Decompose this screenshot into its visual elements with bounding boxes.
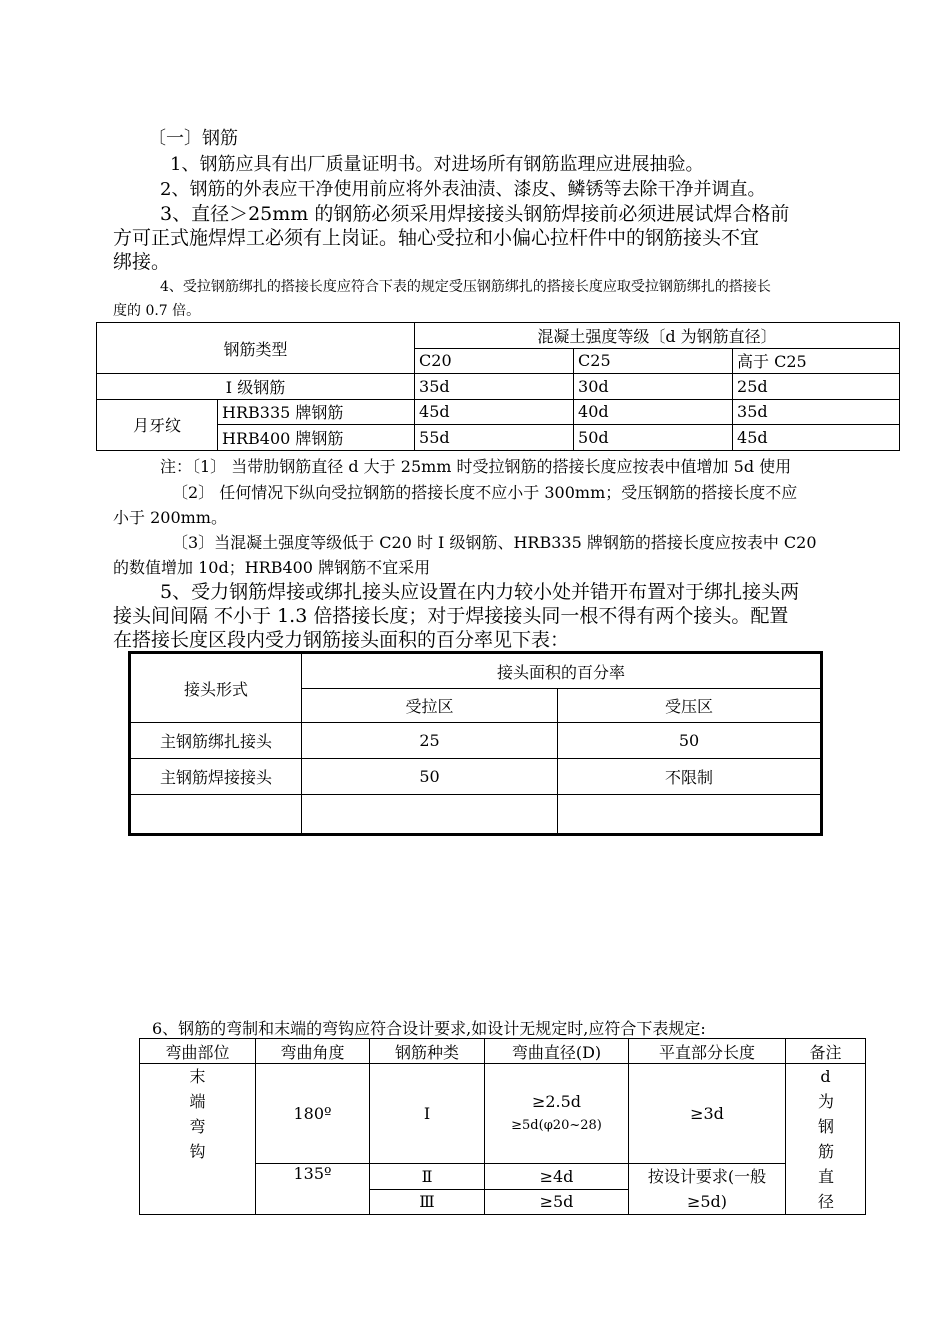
table-cell: ≥5d [485,1189,629,1215]
header-bend-angle: 弯曲角度 [256,1039,370,1064]
table-cell: 不限制 [558,759,822,795]
table-cell: 25 [302,723,558,759]
table-cell: ≥4d [485,1164,629,1190]
table-cell: Ⅲ [370,1189,485,1215]
paragraph-5-line-1: 5、受力钢筋焊接或绑扎接头应设置在内力较小处并错开布置对于绑扎接头两 [160,581,800,603]
table-cell [485,1064,629,1164]
note-2-line-1: 〔2〕 任何情况下纵向受拉钢筋的搭接长度不应小于 300mm；受压钢筋的搭接长度不应 [172,483,798,502]
header-bend-diameter: 弯曲直径(D) [485,1039,629,1064]
table-cell: 主钢筋绑扎接头 [130,723,302,759]
empty-cell [302,795,558,835]
note-3-line-2: 的数值增加 10d；HRB400 牌钢筋不宜采用 [113,558,431,577]
header-tension-zone: 受拉区 [302,689,558,723]
paragraph-3-line-1: 3、直径＞25mm 的钢筋必须采用焊接接头钢筋焊接前必须进展试焊合格前 [160,203,790,225]
header-concrete-grade: 混凝土强度等级〔d 为钢筋直径〕 [415,323,900,349]
table-cell: 40d [574,399,733,425]
paragraph-1: 1、钢筋应具有出厂质量证明书。对进场所有钢筋监理应进展抽验。 [170,154,704,175]
header-c20: C20 [415,348,574,374]
row-hrb335-label: HRB335 牌钢筋 [218,399,415,425]
table-cell: 135º [256,1164,370,1215]
paragraph-4-line-2: 度的 0.7 倍。 [113,303,201,319]
paragraph-4-line-1: 4、受拉钢筋绑扎的搭接长度应符合下表的规定受压钢筋绑扎的搭接长度应取受拉钢筋绑扎的搭接长 [160,279,771,295]
paragraph-2: 2、钢筋的外表应干净使用前应将外表油渍、漆皮、鳞锈等去除干净并调直。 [160,179,766,200]
header-c25: C25 [574,348,733,374]
paragraph-5-line-3: 在搭接长度区段内受力钢筋接头面积的百分率见下表： [113,629,570,651]
table-cell: 50 [302,759,558,795]
table-cell: 按设计要求(一般≥5d) [629,1164,786,1215]
joint-percentage-table [128,651,823,836]
note-3-line-1: 〔3〕当混凝土强度等级低于 C20 时 Ⅰ 级钢筋、HRB335 牌钢筋的搭接长度应按表中 C20 [172,533,817,552]
diameter-value-secondary: ≥5d(φ20~28) [511,1117,602,1133]
table-cell: 45d [415,399,574,425]
note-1: 注：〔1〕 当带肋钢筋直径 d 大于 25mm 时受拉钢筋的搭接长度应按表中值增加 5d 使用 [160,457,792,476]
end-hook-label: 末端弯钩 [140,1064,256,1215]
table-cell: 主钢筋焊接接头 [130,759,302,795]
paragraph-3-line-3: 绑接。 [113,251,171,273]
row-hrb400-label: HRB400 牌钢筋 [218,425,415,451]
table-cell: 30d [574,374,733,400]
section-heading: 〔一〕钢筋 [148,128,238,149]
header-above-c25: 高于 C25 [733,348,900,374]
table-cell: Ⅰ [370,1064,485,1164]
remarks-note: d为钢筋直径 [786,1064,866,1215]
table-cell: 55d [415,425,574,451]
header-straight-length: 平直部分长度 [629,1039,786,1064]
table-cell: 45d [733,425,900,451]
group-ribbed-label: 月牙纹 [97,399,218,450]
header-bend-part: 弯曲部位 [140,1039,256,1064]
lap-length-table [96,322,900,451]
table-cell: 180º [256,1064,370,1164]
paragraph-5-line-2: 接头间间隔 不小于 1.3 倍搭接长度；对于焊接接头同一根不得有两个接头。配置 [113,605,789,627]
empty-cell [130,795,302,835]
header-area-percentage: 接头面积的百分率 [302,653,822,689]
header-joint-form: 接头形式 [130,653,302,723]
table-cell: Ⅱ [370,1164,485,1190]
bend-hook-table [139,1038,866,1215]
diameter-value: ≥2.5d [531,1091,582,1111]
note-2-line-2: 小于 200mm。 [113,508,227,527]
table-cell: 35d [733,399,900,425]
table-cell: 50d [574,425,733,451]
header-rebar-type: 钢筋类型 [97,323,415,374]
table-cell: ≥3d [629,1064,786,1164]
table-cell: 50 [558,723,822,759]
row-grade-1-label: Ⅰ 级钢筋 [97,374,415,400]
table-cell: 25d [733,374,900,400]
table-cell: 35d [415,374,574,400]
empty-cell [558,795,822,835]
header-rebar-kind: 钢筋种类 [370,1039,485,1064]
header-remarks: 备注 [786,1039,866,1064]
paragraph-6: 6、钢筋的弯制和末端的弯钩应符合设计要求,如设计无规定时,应符合下表规定: [152,1019,706,1038]
header-compression-zone: 受压区 [558,689,822,723]
paragraph-3-line-2: 方可正式施焊焊工必须有上岗证。轴心受拉和小偏心拉杆件中的钢筋接头不宜 [113,227,760,249]
